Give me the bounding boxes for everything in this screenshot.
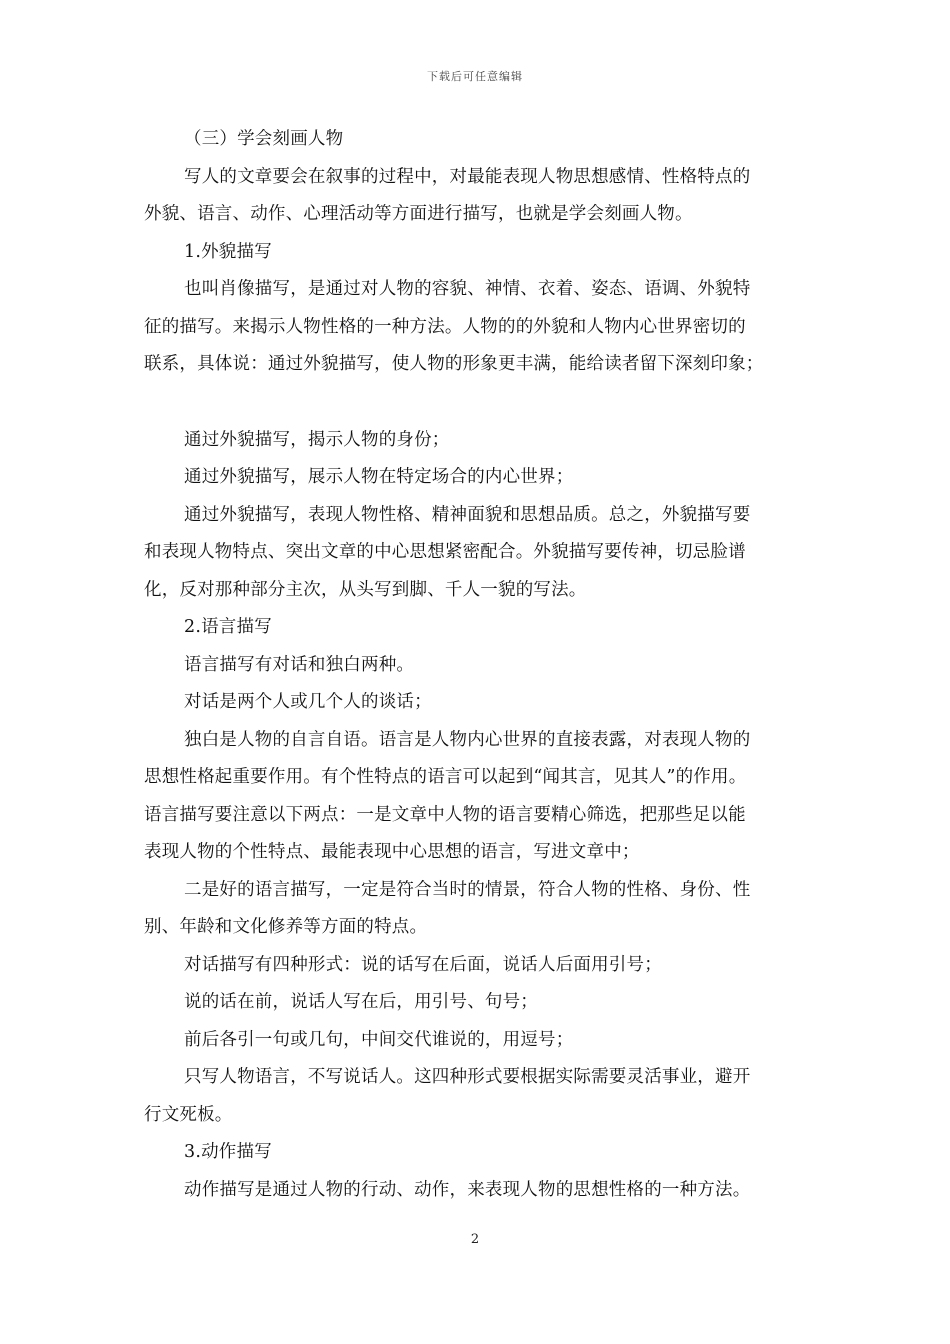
paragraph-line: 和表现人物特点、突出文章的中心思想紧密配合。外貌描写要传神，切忌脸谱 bbox=[144, 542, 746, 562]
paragraph-line: 别、年龄和文化修养等方面的特点。 bbox=[144, 917, 428, 937]
paragraph-line: 也叫肖像描写，是通过对人物的容貌、神情、衣着、姿态、语调、外貌特 bbox=[184, 279, 751, 299]
paragraph-line: 动作描写是通过人物的行动、动作，来表现人物的思想性格的一种方法。 bbox=[184, 1179, 751, 1200]
paragraph-line: 写人的文章要会在叙事的过程中，对最能表现人物思想感情、性格特点的 bbox=[184, 166, 751, 187]
paragraph-line: 思想性格起重要作用。有个性特点的语言可以起到“闻其言，见其人”的作用。 bbox=[144, 767, 747, 787]
paragraph-line: 对话描写有四种形式：说的话写在后面，说话人后面用引号； bbox=[184, 954, 662, 975]
paragraph-line: 表现人物的个性特点、最能表现中心思想的语言，写进文章中； bbox=[144, 842, 640, 862]
paragraph-line: 独白是人物的自言自语。语言是人物内心世界的直接表露，对表现人物的 bbox=[184, 729, 751, 750]
paragraph-line: 前后各引一句或几句，中间交代谁说的，用逗号； bbox=[184, 1029, 574, 1050]
page-header: 下载后可任意编辑 bbox=[427, 70, 523, 83]
document-body bbox=[144, 121, 810, 1209]
paragraph-line: 语言描写有对话和独白两种。 bbox=[184, 654, 415, 675]
paragraph-line: 联系，具体说：通过外貌描写，使人物的形象更丰满，能给读者留下深刻印象； bbox=[144, 354, 764, 374]
blank-line bbox=[144, 384, 810, 422]
paragraph-line: 外貌、语言、动作、心理活动等方面进行描写，也就是学会刻画人物。 bbox=[144, 204, 693, 224]
paragraph-line: 说的话在前，说话人写在后，用引号、句号； bbox=[184, 992, 538, 1012]
paragraph-line: 只写人物语言，不写说话人。这四种形式要根据实际需要灵活事业，避开 bbox=[184, 1067, 751, 1087]
paragraph-line: 通过外貌描写，表现人物性格、精神面貌和思想品质。总之，外貌描写要 bbox=[184, 504, 751, 525]
subsection-heading: 1.外貌描写 bbox=[184, 241, 272, 262]
paragraph-line: 二是好的语言描写，一定是符合当时的情景，符合人物的性格、身份、性 bbox=[184, 879, 751, 900]
paragraph-line: 对话是两个人或几个人的谈话； bbox=[184, 692, 432, 712]
subsection-heading: 3.动作描写 bbox=[184, 1142, 272, 1162]
paragraph-line: 语言描写要注意以下两点：一是文章中人物的语言要精心筛选，把那些足以能 bbox=[144, 804, 746, 825]
paragraph-line: 化，反对那种部分主次，从头写到脚、千人一貌的写法。 bbox=[144, 579, 587, 600]
section-heading: （三）学会刻画人物 bbox=[184, 129, 344, 149]
subsection-heading: 2.语言描写 bbox=[184, 617, 272, 637]
page-number: 2 bbox=[470, 1232, 480, 1247]
paragraph-line: 通过外貌描写，揭示人物的身份； bbox=[184, 429, 450, 450]
paragraph-line: 行文死板。 bbox=[144, 1104, 233, 1125]
paragraph-line: 征的描写。来揭示人物性格的一种方法。人物的的外貌和人物内心世界密切的 bbox=[144, 316, 746, 337]
paragraph-line: 通过外貌描写，展示人物在特定场合的内心世界； bbox=[184, 467, 574, 487]
